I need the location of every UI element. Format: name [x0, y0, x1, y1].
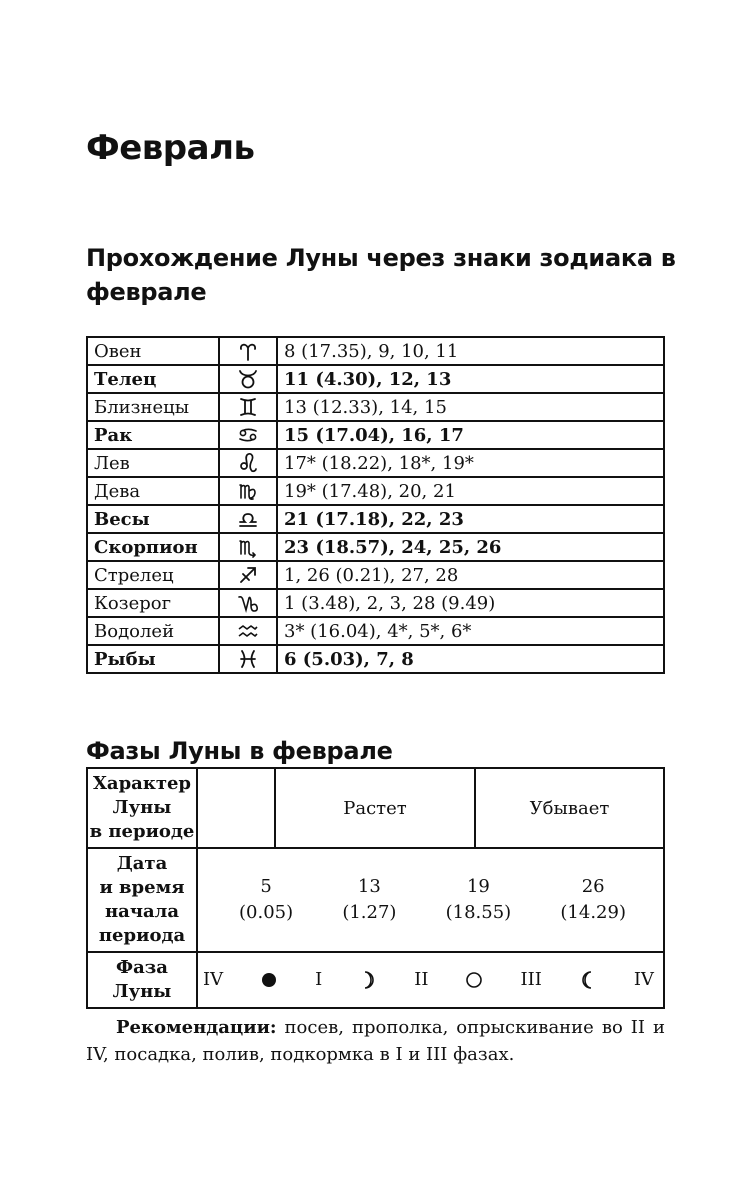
table-row [87, 477, 664, 505]
last-quarter-moon-icon [579, 970, 597, 990]
zodiac-section-heading: Прохождение Луны через знаки зодиака в феврале [86, 244, 676, 306]
zodiac-sign-name: Водолей [87, 617, 219, 645]
table-row [87, 952, 664, 1008]
zodiac-dates: 13 (12.33), 14, 15 [277, 393, 664, 421]
full-moon-icon [465, 971, 483, 989]
empty-cell [197, 768, 275, 848]
period-dates [199, 874, 662, 926]
zodiac-dates: 17* (18.22), 18*, 19* [277, 449, 664, 477]
recommendations-text: посев, прополка, опрыскивание во II и IV, посадка, полив, подкормка в I и III фазах. [86, 1017, 665, 1065]
zodiac-dates: 19* (17.48), 20, 21 [277, 477, 664, 505]
recommendations-label: Рекомендации: [116, 1017, 277, 1038]
phases-section-heading: Фазы Луны в феврале [86, 737, 393, 765]
aquarius-icon [237, 620, 259, 642]
zodiac-dates: 23 (18.57), 24, 25, 26 [277, 533, 664, 561]
table-row [87, 449, 664, 477]
growing-label: Растет [275, 768, 475, 848]
table-row [87, 561, 664, 589]
zodiac-sign-name: Дева [87, 477, 219, 505]
period-start-label: Дата и время начала периода [87, 848, 197, 952]
phase-number: IV [633, 969, 654, 990]
zodiac-sign-name: Весы [87, 505, 219, 533]
zodiac-dates: 6 (5.03), 7, 8 [277, 645, 664, 673]
zodiac-table [86, 336, 665, 674]
period-date: 26 (14.29) [560, 876, 626, 923]
taurus-icon [237, 368, 259, 390]
leo-icon [237, 452, 259, 474]
new-moon-icon [260, 971, 278, 989]
gemini-icon [237, 396, 259, 418]
table-row [87, 617, 664, 645]
zodiac-dates: 11 (4.30), 12, 13 [277, 365, 664, 393]
moon-phases-table [86, 767, 665, 1009]
period-date: 19 (18.55) [445, 876, 512, 923]
zodiac-sign-name: Близнецы [87, 393, 219, 421]
phase-number: I [315, 969, 323, 990]
zodiac-sign-name: Рак [87, 421, 219, 449]
table-row [87, 505, 664, 533]
zodiac-dates: 21 (17.18), 22, 23 [277, 505, 664, 533]
zodiac-sign-name: Рыбы [87, 645, 219, 673]
first-quarter-moon-icon [359, 970, 377, 990]
table-row [87, 848, 664, 952]
table-row [87, 393, 664, 421]
zodiac-dates: 1 (3.48), 2, 3, 28 (9.49) [277, 589, 664, 617]
capricorn-icon [237, 592, 259, 614]
aries-icon [237, 340, 259, 362]
phase-number: IV [203, 969, 224, 990]
zodiac-sign-name: Лев [87, 449, 219, 477]
zodiac-sign-name: Овен [87, 337, 219, 365]
period-date: 13 (1.27) [342, 876, 397, 923]
scorpio-icon [237, 536, 259, 558]
table-row [87, 533, 664, 561]
zodiac-sign-name: Козерог [87, 589, 219, 617]
libra-icon [237, 508, 259, 530]
page-title: Февраль [86, 128, 255, 168]
moon-phase-label: Фаза Луны [87, 952, 197, 1008]
table-row [87, 589, 664, 617]
sagittarius-icon [237, 564, 259, 586]
pisces-icon [237, 648, 259, 670]
zodiac-sign-name: Скорпион [87, 533, 219, 561]
zodiac-dates: 1, 26 (0.21), 27, 28 [277, 561, 664, 589]
zodiac-sign-name: Стрелец [87, 561, 219, 589]
phase-sequence [199, 967, 662, 993]
table-row [87, 768, 664, 848]
table-row [87, 365, 664, 393]
table-row [87, 421, 664, 449]
virgo-icon [237, 480, 259, 502]
table-row [87, 337, 664, 365]
phase-number: II [414, 969, 429, 990]
zodiac-dates: 3* (16.04), 4*, 5*, 6* [277, 617, 664, 645]
zodiac-dates: 8 (17.35), 9, 10, 11 [277, 337, 664, 365]
phase-number: III [520, 969, 542, 990]
waning-label: Убывает [475, 768, 664, 848]
period-date: 5 (0.05) [239, 876, 294, 923]
cancer-icon [237, 424, 259, 446]
moon-character-label: Характер Луны в периоде [87, 768, 197, 848]
zodiac-dates: 15 (17.04), 16, 17 [277, 421, 664, 449]
recommendations [86, 1014, 665, 1068]
table-row [87, 645, 664, 673]
zodiac-sign-name: Телец [87, 365, 219, 393]
